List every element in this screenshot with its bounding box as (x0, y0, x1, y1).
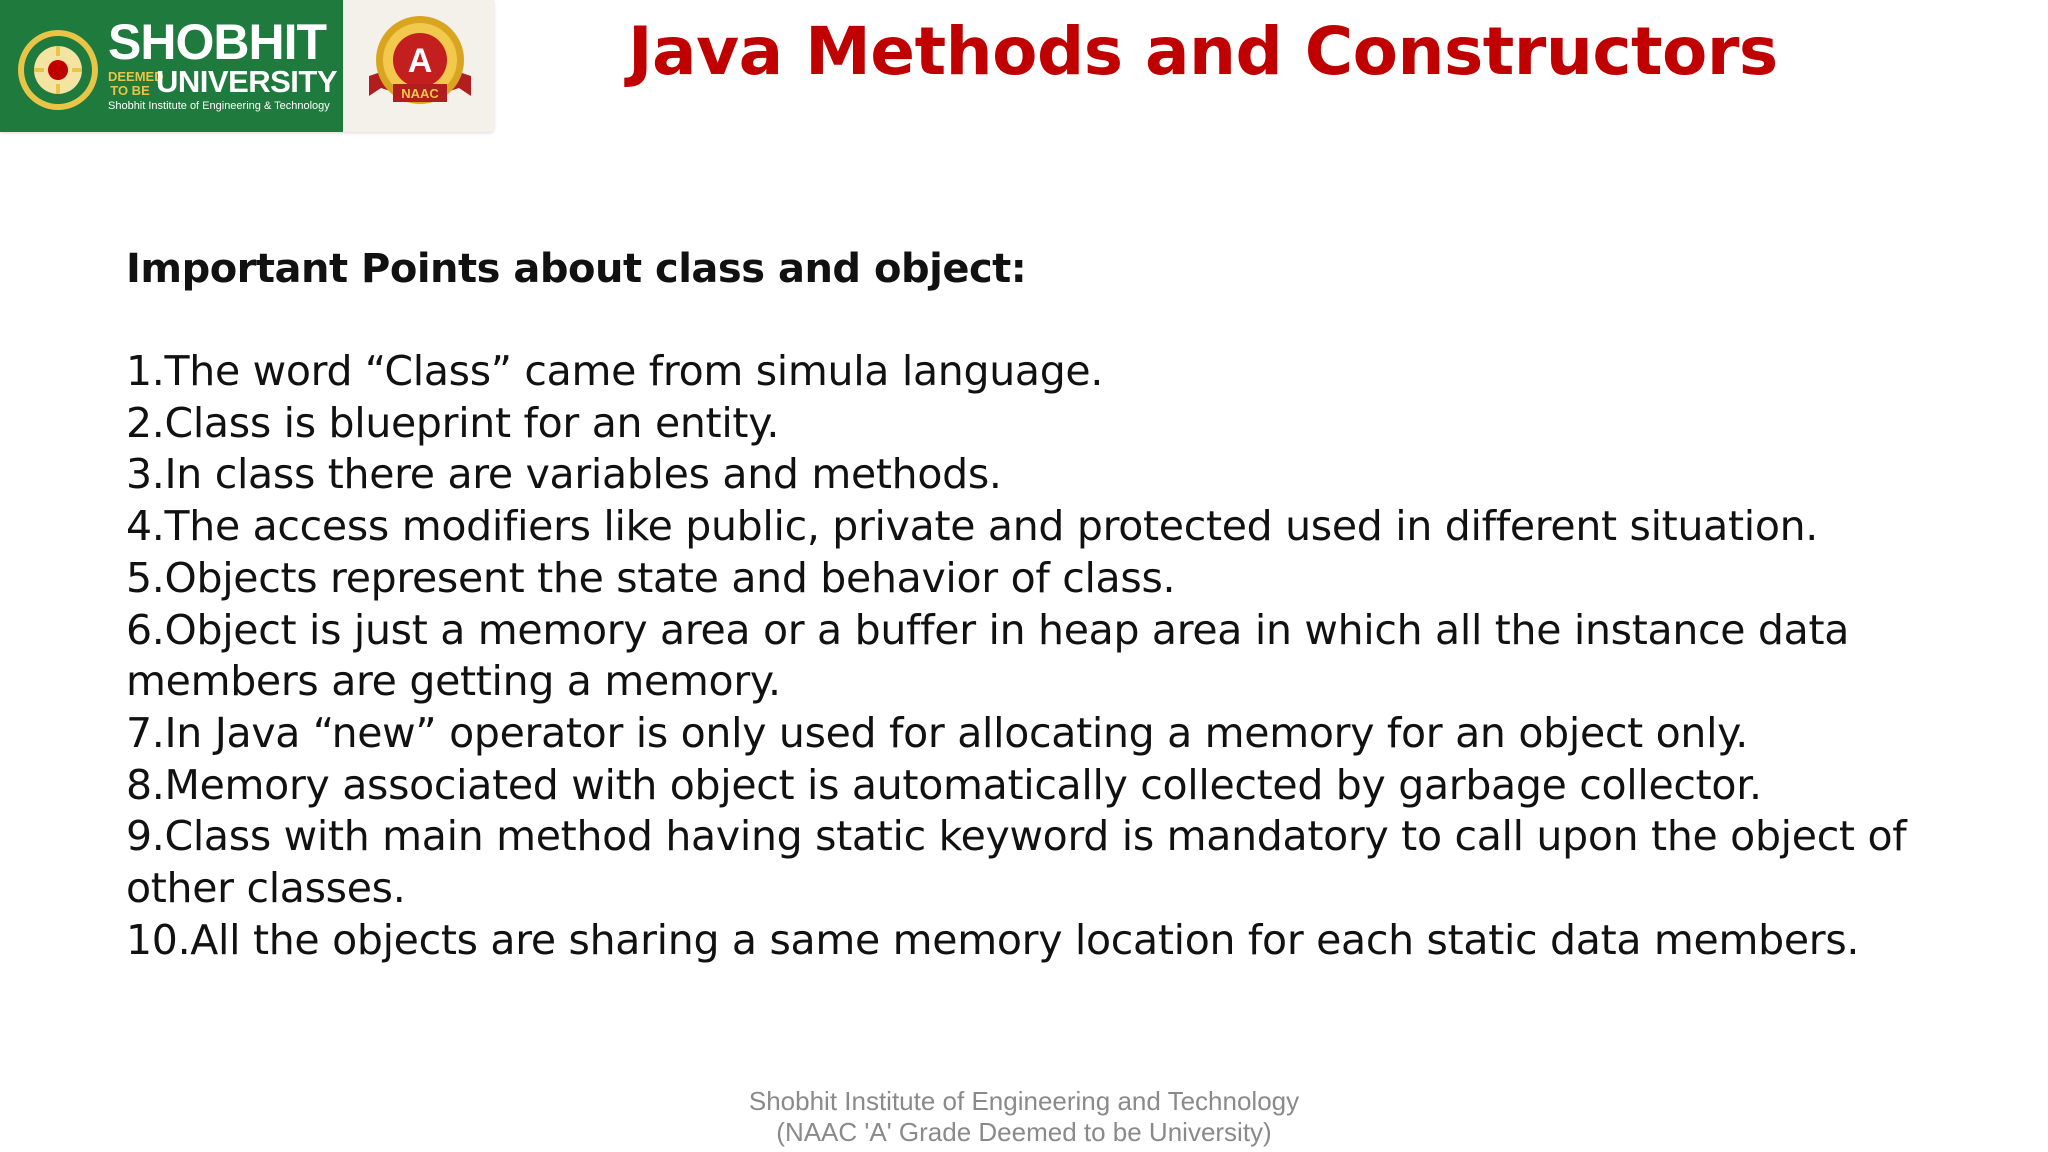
list-item: 8.Memory associated with object is automatically collected by garbage collector. (126, 760, 1762, 809)
naac-panel (343, 0, 494, 132)
list-item: 5.Objects represent the state and behavior of class. (126, 553, 1176, 602)
list-item: 3.In class there are variables and methods. (126, 450, 1002, 499)
university-logo (0, 0, 494, 132)
points-list (126, 346, 1926, 966)
university-name: SHOBHIT (108, 14, 326, 70)
section-heading: Important Points about class and object: (126, 246, 1027, 292)
footer-grade: (NAAC 'A' Grade Deemed to be University) (776, 1117, 1272, 1147)
list-item: 9.Class with main method having static keyword is mandatory to call upon the object of other classes. (126, 812, 1907, 913)
deemed-line-1: DEEMED (108, 69, 164, 84)
naac-badge-icon (363, 10, 477, 120)
deemed-label (108, 69, 164, 98)
svg-text:A: A (407, 42, 433, 80)
slide-content (126, 243, 1926, 966)
university-seal-icon (16, 28, 100, 112)
list-item: 4.The access modifiers like public, private and protected used in different situation. (126, 502, 1819, 551)
list-item: 1.The word “Class” came from simula language. (126, 347, 1104, 395)
logo-green-panel (0, 0, 343, 132)
deemed-line-2: TO BE (110, 83, 150, 98)
list-item: 10.All the objects are sharing a same memory location for each static data members. (126, 915, 1860, 964)
list-item: 2.Class is blueprint for an entity. (126, 398, 780, 447)
slide-title: Java Methods and Constructors (628, 13, 1778, 90)
slide-footer (0, 1086, 2048, 1148)
footer-institute: Shobhit Institute of Engineering and Technology (748, 1086, 1300, 1116)
logo-subtitle: Shobhit Institute of Engineering & Technology (108, 100, 330, 112)
list-item: 7.In Java “new” operator is only used for allocating a memory for an object only. (126, 708, 1749, 757)
list-item: 6.Object is just a memory area or a buffer in heap area in which all the instance data members are getting a memory. (126, 605, 1850, 706)
svg-text:NAAC: NAAC (401, 86, 439, 101)
university-word: UNIVERSITY (156, 64, 338, 99)
